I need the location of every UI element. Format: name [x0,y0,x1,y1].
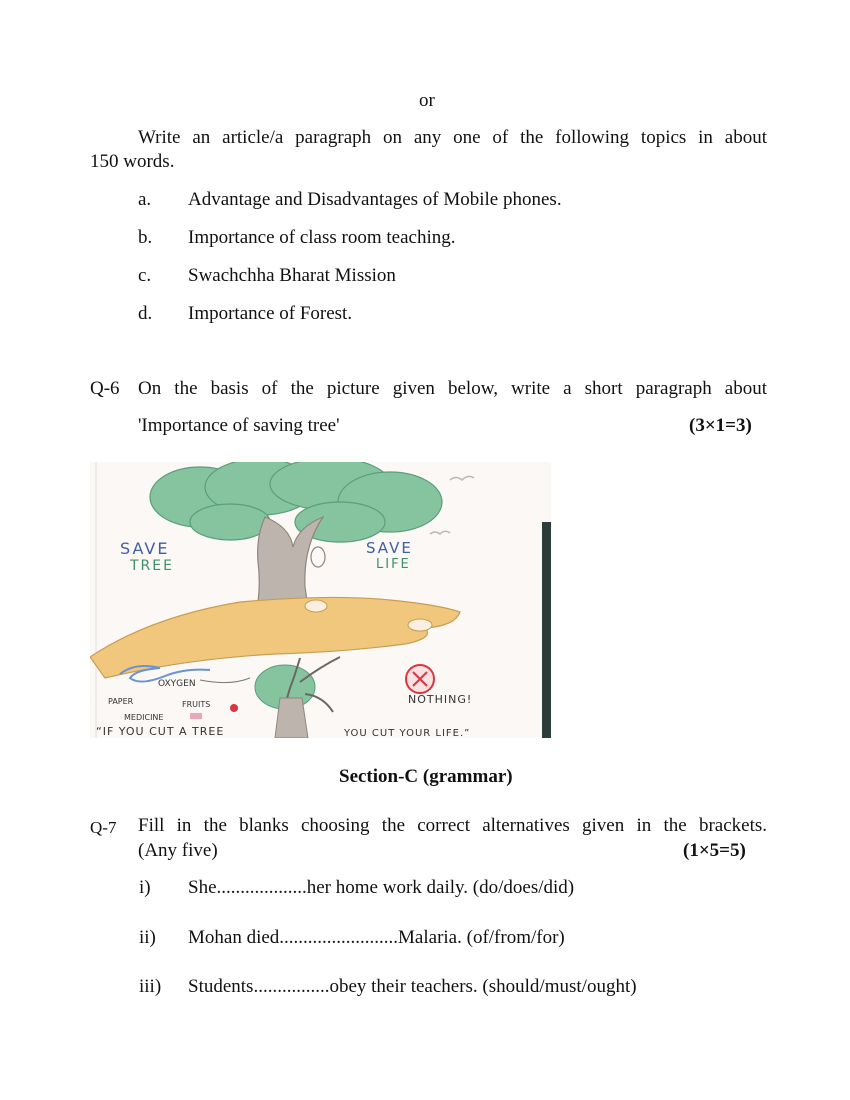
question-number-q6: Q-6 [90,378,120,399]
svg-text:FRUITS: FRUITS [182,700,211,709]
save-tree-drawing [90,462,551,738]
topic-marker: b. [138,227,153,248]
q7-item-text: Mohan died.........................Malaria. (of/from/for) [188,927,565,948]
q6-instruction-line2: 'Importance of saving tree' [138,415,340,436]
q7-instruction-line1: Fill in the blanks choosing the correct alternatives given in the brackets. [138,815,767,836]
topic-marker: c. [138,265,152,286]
q7-instruction-line2: (Any five) [138,840,218,861]
svg-text:“IF YOU CUT A TREE: “IF YOU CUT A TREE [96,725,225,738]
section-c-title: Section-C (grammar) [339,766,513,787]
q7-item-marker: i) [139,877,151,898]
svg-text:LIFE: LIFE [376,557,411,572]
topic-text: Importance of class room teaching. [188,227,456,248]
topic-marker: d. [138,303,153,324]
svg-text:SAVE: SAVE [366,539,413,557]
q6-instruction-line1: On the basis of the picture given below, write a short paragraph about [138,378,767,399]
article-prompt-line2: 150 words. [90,151,175,172]
svg-text:YOU CUT YOUR LIFE.”: YOU CUT YOUR LIFE.” [344,728,471,738]
or-separator: or [419,90,435,111]
q7-marks: (1×5=5) [683,840,746,861]
svg-text:MEDICINE: MEDICINE [124,713,164,722]
article-prompt-line1: Write an article/a paragraph on any one of the following topics in about [138,127,767,148]
topic-text: Importance of Forest. [188,303,353,324]
topic-text: Swachchha Bharat Mission [188,265,396,286]
svg-text:TREE: TREE [130,558,174,574]
q7-item-text: She...................her home work daily. (do/does/did) [188,877,575,898]
svg-text:PAPER: PAPER [108,697,134,706]
q7-item-text: Students................obey their teachers. (should/must/ought) [188,976,637,997]
q7-item-marker: iii) [139,976,162,997]
svg-text:OXYGEN: OXYGEN [158,679,196,689]
q7-item-marker: ii) [139,927,156,948]
svg-text:NOTHING!: NOTHING! [408,693,473,706]
q6-marks: (3×1=3) [689,415,752,436]
question-number-q7: Q-7 [90,818,117,837]
topic-marker: a. [138,189,152,210]
topic-text: Advantage and Disadvantages of Mobile phones. [188,189,562,210]
svg-text:SAVE: SAVE [120,539,170,558]
